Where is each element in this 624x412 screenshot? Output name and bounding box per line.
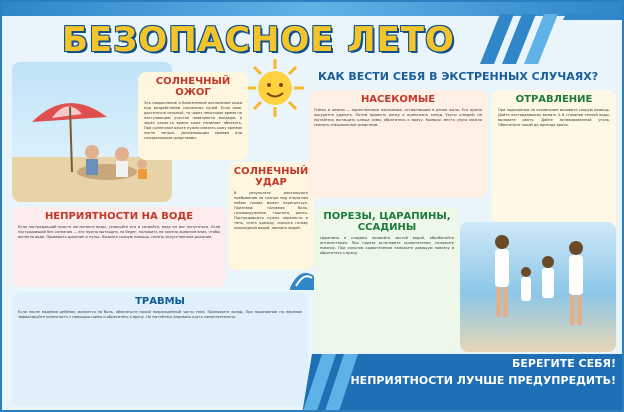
insects-text: Пчёлы и шмели — единственные насекомые, оставляющие в ранке жало. Его нужно аккуратно удалить. Потом промыть ранку и приложить холод. Укусы клещей: не пытайтесь вытащить клеща сами, обратитесь к врачу. Комары: место укуса можно смазать специальным средством. (314, 108, 482, 127)
family-beach-walk-photo (460, 222, 616, 352)
sunburn-heading-line1: СОЛНЕЧНЫЙ (155, 76, 231, 87)
page-title: БЕЗОПАСНОЕ ЛЕТО (62, 20, 455, 60)
insects-section (308, 90, 488, 198)
water-troubles-text: Если пострадавший просто наглотался воды, успокойте его и согрейте, ведь он мог испугаться. Если пострадавший без сознания — его нужно вытащить на берег, положить на колено животом вниз, чтобы вытекла вода. Проверить дыхание и пульс. Вызвать скорую помощь, начать искусственное дыхание. (18, 225, 220, 239)
water-troubles-section (12, 207, 226, 287)
poisoning-heading: ОТРАВЛЕНИЕ (515, 94, 593, 105)
sunburn-heading-line2: ОЖОГ (175, 87, 211, 98)
sun-illustration (244, 57, 306, 119)
cuts-text: Царапины и ссадины промойте чистой водой, обработайте антисептиком. При порезе остановите кровотечение, наложите повязку. При сильном кровотечении наложите давящую повязку и обратитесь к врачу. (320, 236, 454, 255)
banner-line2: НЕПРИЯТНОСТИ ЛУЧШЕ ПРЕДУПРЕДИТЬ! (350, 374, 616, 387)
sunburn-text: Это покраснение и болезненное воспаление кожи под воздействием солнечных лучей. Если ожог достаточно сильный, то через некоторое время на поступающем участке появляются волдыри, а через какое-то время кожа начинает облезать. При солнечном ожоге нужно смазать кожу кремом после загара, увлажняющим кремом или специальными средствами. (144, 101, 242, 140)
water-troubles-heading: НЕПРИЯТНОСТИ НА ВОДЕ (44, 211, 194, 222)
cuts-heading-line1: ПОРЕЗЫ, ЦАРАПИНЫ, (323, 211, 451, 222)
sunstroke-section (228, 162, 314, 270)
injuries-text: Если после падения ребёнок жалуется на боль, обеспечьте покой повреждённой части тела. Приложите холод. При подозрении на перелом зафиксируйте конечность с помощью шины и обратитесь к врачу. Не пытайтесь вправить кость самостоятельно. (18, 310, 302, 319)
stripes-decoration-top (480, 14, 624, 64)
cuts-heading-line2: ССАДИНЫ (357, 222, 417, 233)
poisoning-text: При подозрении на отравление вызовите скорую помощь. Дайте пострадавшему выпить 5–6 стаканов тёплой воды, вызовите рвоту. Дайте активированный уголь. Обеспечьте покой до приезда врача. (498, 108, 610, 127)
insects-heading: НАСЕКОМЫЕ (360, 94, 436, 105)
injuries-heading: ТРАВМЫ (135, 296, 185, 307)
sunstroke-text: В результате длительного пребывания на солнце под открытым небом голова может перегреться. Признаки: головная боль, головокружение, тошнота, рвота. Пострадавшего нужно перенести в тень, снять одежду, смочить голову прохладной водой, напоить водой. (234, 191, 308, 230)
injuries-section (12, 292, 308, 406)
poisoning-section (492, 90, 616, 236)
sunburn-section (138, 72, 248, 160)
sunstroke-heading-line2: УДАР (255, 177, 287, 188)
sunstroke-heading-line1: СОЛНЕЧНЫЙ (233, 166, 309, 177)
banner-line1: БЕРЕГИТЕ СЕБЯ! (512, 357, 616, 370)
cuts-section (314, 207, 460, 352)
page-subtitle: КАК ВЕСТИ СЕБЯ В ЭКСТРЕННЫХ СЛУЧАЯХ? (318, 70, 599, 83)
